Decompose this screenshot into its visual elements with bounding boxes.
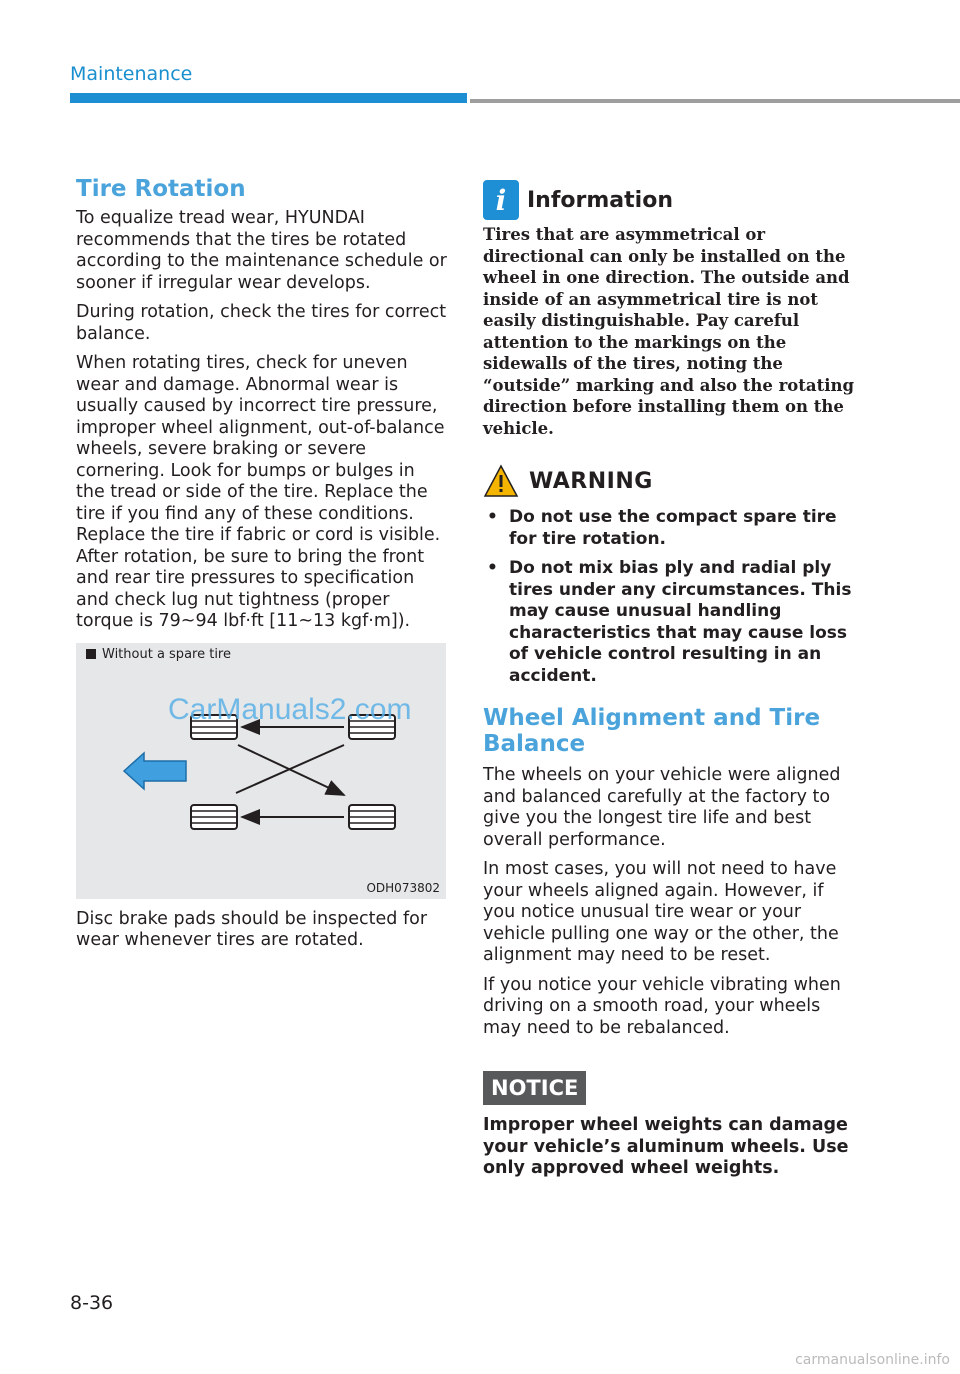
- left-column: [76, 176, 448, 960]
- section-label: Maintenance: [70, 63, 193, 85]
- tire-front-right-icon: [191, 805, 237, 829]
- tire-rotation-heading: Tire Rotation: [76, 176, 246, 202]
- notice-badge: NOTICE: [483, 1071, 586, 1105]
- figure-code: ODH073802: [366, 880, 440, 895]
- figure-caption: Without a spare tire: [86, 647, 231, 662]
- right-column: [483, 180, 858, 1180]
- tire-rear-right-icon: [349, 805, 395, 829]
- paragraph: To equalize tread wear, HYUNDAI recommends that the tires be rotated according to the maintenance schedule or sooner if irregular wear develops.: [76, 208, 447, 293]
- warning-icon: [483, 464, 519, 498]
- notice-body: Improper wheel weights can damage your vehicle’s aluminum wheels. Use only approved wheel weights.: [483, 1115, 849, 1178]
- paragraph: During rotation, check the tires for correct balance.: [76, 302, 447, 344]
- header-bar-accent: [70, 93, 467, 103]
- paragraph: If you notice your vehicle vibrating when driving on a smooth road, your wheels may need to be rebalanced.: [483, 974, 841, 1038]
- paragraph: In most cases, you will not need to have your wheels aligned again. However, if you notice unusual tire wear or your vehicle pulling one way or the other, the alignment may need to be reset.: [483, 859, 839, 965]
- paragraph: Disc brake pads should be inspected for wear whenever tires are rotated.: [76, 908, 428, 950]
- info-icon: i: [483, 180, 519, 220]
- information-header: [483, 180, 858, 220]
- rotation-diagram: [76, 643, 446, 899]
- header-bar-divider: [470, 99, 960, 103]
- warning-item: • Do not mix bias ply and radial ply tires under any circumstances. This may cause unusual handling characteristics that may cause loss of vehicle control resulting in an accident.: [483, 558, 858, 687]
- warning-title: WARNING: [529, 468, 653, 494]
- warning-list: [483, 507, 858, 687]
- information-title: Information: [527, 187, 673, 213]
- information-body: Tires that are asymmetrical or directional can only be installed on the wheel in one direction. The outside and inside of an asymmetrical tire is not easily distinguishable. Pay careful attention to the markings on the sidewalls of the tires, noting the “outside” marking and also the rotating direction before installing them on the vehicle.: [483, 225, 855, 438]
- tire-rotation-figure: [76, 643, 446, 899]
- footer-site-mark: carmanualsonline.info: [795, 1352, 950, 1368]
- front-direction-arrow-icon: [124, 753, 186, 789]
- warning-item: • Do not use the compact spare tire for tire rotation.: [483, 507, 858, 550]
- wheel-alignment-heading: Wheel Alignment and Tire Balance: [483, 705, 821, 757]
- paragraph: The wheels on your vehicle were aligned and balanced carefully at the factory to give you the longest tire life and best overall performance.: [483, 765, 841, 850]
- figure-watermark: CarManuals2.com: [168, 692, 412, 726]
- warning-header: [483, 461, 858, 501]
- page-number: 8-36: [70, 1292, 114, 1314]
- paragraph: When rotating tires, check for uneven wear and damage. Abnormal wear is usually caused by incorrect tire pressure, improper wheel alignment, out-of-balance wheels, severe braking or severe cornering. Look for bumps or bulges in the tread or side of the tire. Replace the tire if you find any of these conditions. Replace the tire if fabric or cord is visible. After rotation, be sure to bring the front and rear tire pressures to specification and check lug nut tightness (proper torque is 79~94 lbf·ft [11~13 kgf·m]).: [76, 353, 445, 631]
